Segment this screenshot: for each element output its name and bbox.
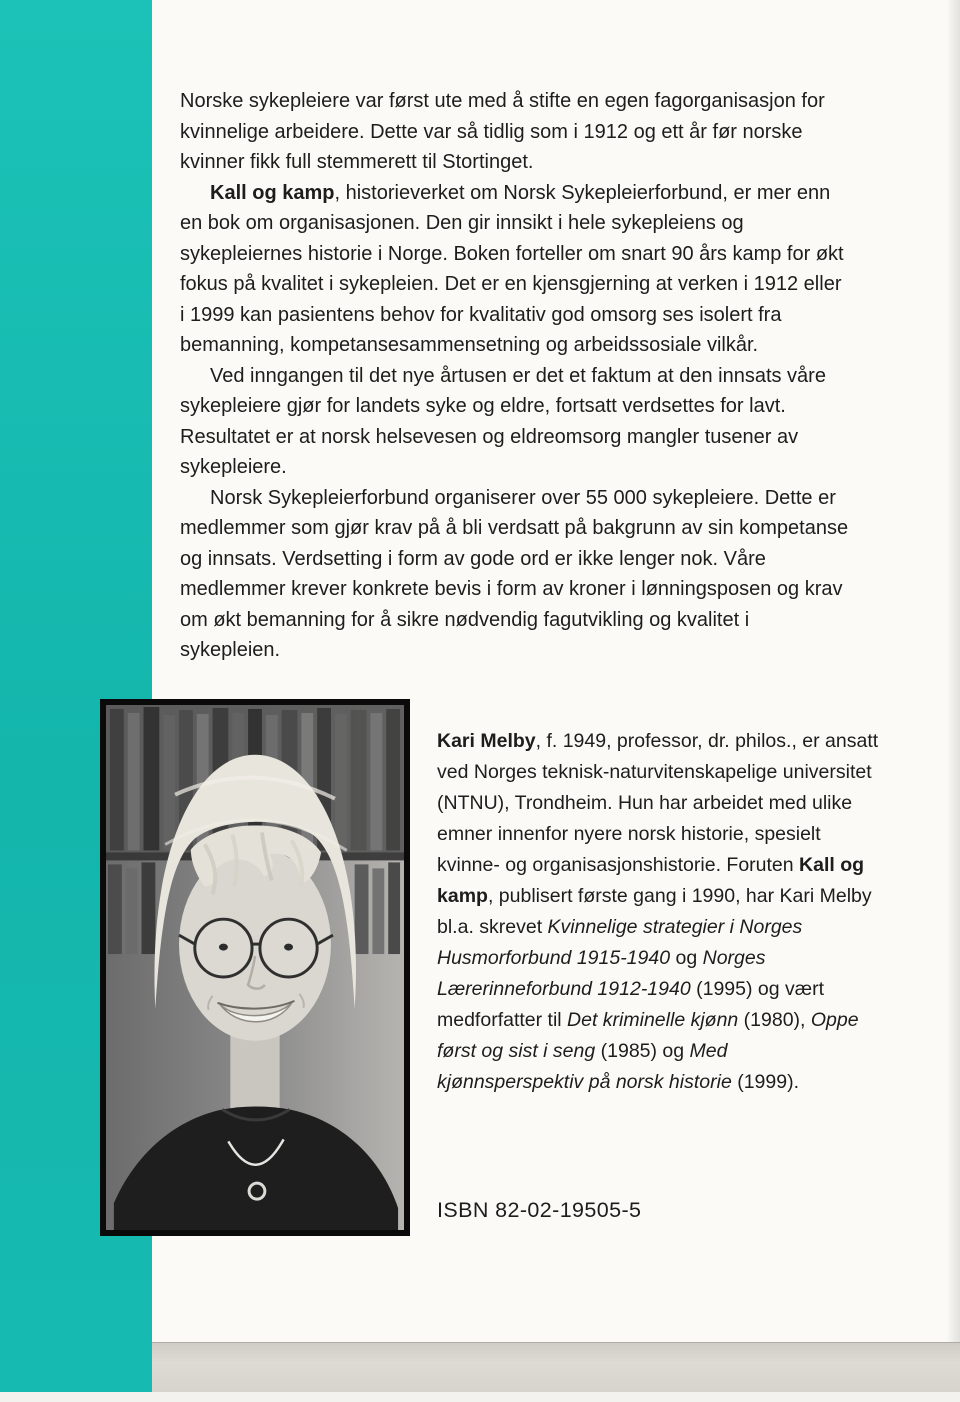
- book-title-italic: Kvinnelige strategier i Norges Husmorforbund 1915-1940: [437, 916, 803, 969]
- blurb-paragraph-3: Ved inngangen til det nye årtusen er det et faktum at den innsats våre sykepleiere gjør for landets syke og eldre, fortsatt verdsettes for lavt. Resultatet er at norsk helsevesen og eldreomsorg mangler tusener av sykepleiere.: [180, 364, 826, 478]
- blurb-paragraph-2: [180, 178, 850, 361]
- author-bio: [437, 726, 879, 1098]
- bio-text: (1995) og vært medforfatter til: [437, 978, 825, 1031]
- author-name: Kari Melby: [437, 730, 536, 752]
- book-title-bold: Kall og kamp: [437, 854, 865, 907]
- author-portrait-photo: [106, 705, 404, 1230]
- bio-text: og: [670, 947, 703, 969]
- bio-text: (1999).: [731, 1071, 799, 1093]
- isbn-number: ISBN 82-02-19505-5: [437, 1198, 642, 1222]
- scan-bottom-strip: [0, 1392, 960, 1402]
- bio-text: (1980),: [738, 1009, 811, 1031]
- book-title-italic: Norges Lærerinneforbund 1912-1940: [437, 947, 766, 1000]
- page-edge-bottom: [152, 1342, 960, 1393]
- book-title-italic: Det kriminelle kjønn: [567, 1009, 739, 1031]
- bio-text: , f. 1949, professor, dr. philos., er ansatt ved Norges teknisk-naturvitenskapelige universitet (NTNU), Trondheim. Hun har arbeidet med ulike emner innenfor nyere norsk historie, spesielt kvinne- og organisasjonshistorie. Foruten: [437, 730, 879, 876]
- author-photo-frame: [100, 699, 410, 1236]
- bio-text: , publisert første gang i 1990, har Kari Melby bl.a. skrevet: [437, 885, 872, 938]
- back-cover-blurb: [180, 86, 850, 666]
- book-title-italic: Oppe først og sist i seng: [437, 1009, 859, 1062]
- book-title-italic: Med kjønnsperspektiv på norsk historie: [437, 1040, 732, 1093]
- book-title-bold: Kall og kamp: [210, 181, 335, 204]
- blurb-paragraph-4: Norsk Sykepleierforbund organiserer over 55 000 sykepleiere. Dette er medlemmer som gjør krav på å bli verdsatt på bakgrunn av sin kompetanse og innsats. Verdsetting i form av gode ord er ikke lenger nok. Våre medlemmer krever konkrete bevis i form av kroner i lønningsposen og krav om økt bemanning for å sikre nødvendig fagutvikling og kvalitet i sykepleien.: [180, 486, 849, 661]
- bio-text: (1985) og: [595, 1040, 690, 1062]
- blurb-paragraph-1: Norske sykepleiere var først ute med å stifte en egen fagorganisasjon for kvinnelige arbeidere. Dette var så tidlig som i 1912 og ett år før norske kvinner fikk full stemmerett til Stortinget.: [180, 90, 825, 173]
- blurb-paragraph-2-text: , historieverket om Norsk Sykepleierforbund, er mer enn en bok om organisasjonen. Den gir innsikt i hele sykepleiens og sykepleiernes historie i Norge. Boken forteller om snart 90 års kamp for økt fokus på kvalitet i sykepleien. Det er en kjensgjerning at verken i 1912 eller i 1999 kan pasientens behov for kvalitativ god omsorg ses isolert fra bemanning, kompetansesammensetning og arbeidssosiale vilkår.: [180, 181, 844, 356]
- page-edge-right-shadow: [946, 0, 960, 1342]
